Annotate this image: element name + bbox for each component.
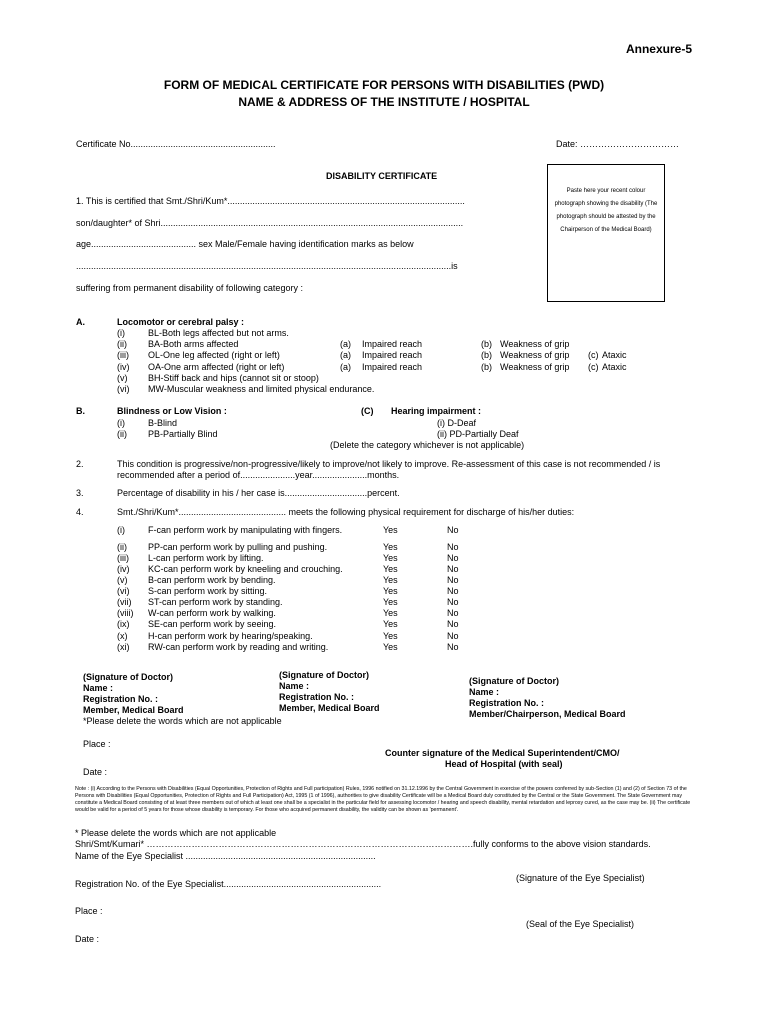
requirement-number: (v)	[117, 575, 128, 585]
eye-place-field: Place :	[75, 906, 103, 916]
signature-block-1	[83, 672, 184, 716]
member-role: Member, Medical Board	[279, 703, 380, 713]
percentage-line: Percentage of disability in his / her case is.................................percent.	[117, 488, 400, 498]
requirement-number: (iv)	[117, 564, 130, 574]
no-option[interactable]: No	[447, 597, 459, 607]
yes-option[interactable]: Yes	[383, 608, 398, 618]
signature-label: (Signature of Doctor)	[469, 676, 559, 686]
doctor-name: Name :	[83, 683, 114, 693]
signature-block-2	[279, 670, 380, 714]
countersignature-line: Counter signature of the Medical Superintendent/CMO/	[385, 748, 620, 758]
requirement-text: L-can perform work by lifting.	[148, 553, 264, 563]
member-role: Member, Medical Board	[83, 705, 184, 715]
yes-option[interactable]: Yes	[383, 642, 398, 652]
item-3-number: 3.	[76, 488, 84, 498]
date-field: Date: ……………………………	[556, 139, 680, 149]
item-number: (i)	[117, 328, 125, 338]
section-b-item: PB-Partially Blind	[148, 429, 218, 439]
section-c-item: (i) D-Deaf	[437, 418, 477, 428]
option-b-text: Weakness of grip	[500, 339, 570, 350]
photo-instructions: Paste here your recent colour photograph showing the disability (The photograph should be attested by the Chairperson of the Medical Board)	[554, 188, 658, 233]
yes-option[interactable]: Yes	[383, 586, 398, 596]
registration-number: Registration No. :	[83, 694, 159, 704]
certificate-number: Certificate No..........................................................	[76, 139, 276, 149]
section-b-item: B-Blind	[148, 418, 178, 428]
delete-category-note: (Delete the category whichever is not applicable)	[330, 440, 525, 450]
item-number: (v)	[117, 372, 128, 383]
registration-number: Registration No. :	[469, 698, 545, 708]
option-b-label: (b)	[481, 339, 492, 350]
item-number: (iii)	[117, 350, 129, 361]
eye-specialist-name: Name of the Eye Specialist ............................................................................	[75, 851, 376, 861]
signature-block-3	[469, 676, 626, 720]
requirement-text: RW-can perform work by reading and writing.	[148, 642, 329, 652]
place-field: Place :	[83, 739, 111, 749]
vision-standards-line: Shri/Smt/Kumari* ……………………………………………………………………………………………….fully conforms to the above vision standards.	[75, 839, 651, 849]
eye-date-field: Date :	[75, 934, 100, 944]
item-text: MW-Muscular weakness and limited physical endurance.	[148, 384, 375, 394]
registration-number: Registration No. :	[279, 692, 355, 702]
form-title: FORM OF MEDICAL CERTIFICATE FOR PERSONS WITH DISABILITIES (PWD)	[163, 78, 605, 92]
item-text: BL-Both legs affected but not arms.	[148, 328, 289, 338]
no-option[interactable]: No	[447, 619, 459, 629]
section-a-letter: A.	[76, 317, 85, 327]
doctor-name: Name :	[279, 681, 310, 691]
section-b-item-num: (ii)	[117, 429, 127, 439]
item-number: (ii)	[117, 339, 127, 350]
date-field-2: Date :	[83, 767, 108, 777]
eye-specialist-seal: (Seal of the Eye Specialist)	[526, 919, 635, 929]
no-option[interactable]: No	[447, 525, 459, 535]
age-sex-line: age.......................................... sex Male/Female having identification marks as below	[76, 239, 414, 249]
requirement-number: (xi)	[117, 642, 130, 652]
doctor-name: Name :	[469, 687, 500, 697]
requirement-text: B-can perform work by bending.	[148, 575, 276, 585]
option-c-text: Ataxic	[602, 361, 627, 372]
legal-note: Note : (i) According to the Persons with Disabilities (Equal Opportunities, Protection of Rights and Full participation) Rules, 1996 notified on 31.12.1996 by the Central Government in exercise of the powers conferred by sub-Section (1) and (2) of Section 73 of the Persons with Disabilities (Equal Opportunities, Protection of Rights and Full Participation) Act, 1995 (1 of 1996), authorities to give disability Certificate will be a Medical Board duly constituted by the Central or the State Government. The State Government may constitute a Medical Board consisting of at least three members out of which at least one shall be a specialist in the particular field for assessing locomotor / hearing and speech disability, mental retardation and leprosy cured, as the case may be. (ii) The certificate would be valid for a period of 5 years for those whose disability is temporary. For those who acquired permanent disability, the validity can be shown as 'permanent'.	[75, 786, 691, 813]
member-role: Member/Chairperson, Medical Board	[469, 709, 626, 719]
item-text: BH-Stiff back and hips (cannot sit or stoop)	[148, 372, 319, 383]
suffering-line: suffering from permanent disability of following category :	[76, 283, 303, 293]
section-c-heading: Hearing impairment :	[391, 406, 482, 416]
yes-option[interactable]: Yes	[383, 575, 398, 585]
option-a-label: (a)	[340, 361, 351, 372]
requirement-text: SE-can perform work by seeing.	[148, 619, 277, 629]
option-c-text: Ataxic	[602, 350, 627, 361]
condition-line: This condition is progressive/non-progressive/likely to improve/not likely to improve. Re-assessment of this case is not recommended / is	[117, 459, 661, 469]
requirement-number: (ii)	[117, 542, 127, 552]
institute-title: NAME & ADDRESS OF THE INSTITUTE / HOSPITAL	[238, 95, 530, 109]
no-option[interactable]: No	[447, 642, 459, 652]
no-option[interactable]: No	[447, 542, 459, 552]
option-c-label: (c)	[588, 361, 599, 372]
disability-certificate-heading: DISABILITY CERTIFICATE	[326, 171, 438, 181]
item-number: (iv)	[117, 361, 130, 372]
section-c-letter: (C)	[361, 406, 374, 416]
no-option[interactable]: No	[447, 564, 459, 574]
no-option[interactable]: No	[447, 631, 459, 641]
section-b-heading: Blindness or Low Vision :	[117, 406, 227, 416]
identification-marks-line: ......................................................................................................................................................is	[76, 261, 458, 271]
yes-option[interactable]: Yes	[383, 542, 398, 552]
yes-option[interactable]: Yes	[383, 597, 398, 607]
requirement-number: (vi)	[117, 586, 130, 596]
requirement-number: (i)	[117, 525, 125, 535]
item-4-number: 4.	[76, 507, 84, 517]
requirement-number: (x)	[117, 631, 128, 641]
option-b-text: Weakness of grip	[500, 361, 570, 372]
yes-option[interactable]: Yes	[383, 525, 398, 535]
requirement-line: Smt./Shri/Kum*........................................... meets the following physical requirement for discharge of his/her duties:	[117, 507, 575, 517]
no-option[interactable]: No	[447, 553, 459, 563]
option-c-label: (c)	[588, 350, 599, 361]
option-b-label: (b)	[481, 350, 492, 361]
requirement-number: (viii)	[117, 608, 134, 618]
signature-label: (Signature of Doctor)	[279, 670, 369, 680]
requirement-text: F-can perform work by manipulating with fingers.	[148, 525, 343, 535]
option-a-text: Impaired reach	[362, 350, 423, 361]
no-option[interactable]: No	[447, 586, 459, 596]
yes-option[interactable]: Yes	[383, 631, 398, 641]
requirement-number: (ix)	[117, 619, 130, 629]
parent-line: son/daughter* of Shri.........................................................................................................................	[76, 218, 464, 228]
item-number: (vi)	[117, 384, 130, 394]
option-b-label: (b)	[481, 361, 492, 372]
option-b-text: Weakness of grip	[500, 350, 570, 361]
signature-label: (Signature of Doctor)	[83, 672, 173, 682]
requirement-text: ST-can perform work by standing.	[148, 597, 283, 607]
section-a-heading: Locomotor or cerebral palsy :	[117, 317, 245, 327]
option-a-text: Impaired reach	[362, 361, 423, 372]
requirement-text: PP-can perform work by pulling and pushing.	[148, 542, 328, 552]
item-text: OA-One arm affected (right or left)	[148, 361, 285, 372]
yes-option[interactable]: Yes	[383, 564, 398, 574]
eye-specialist-signature: (Signature of the Eye Specialist)	[516, 873, 645, 883]
requirement-number: (vii)	[117, 597, 132, 607]
section-c-item: (ii) PD-Partially Deaf	[437, 429, 519, 439]
no-option[interactable]: No	[447, 608, 459, 618]
requirement-text: W-can perform work by walking.	[148, 608, 276, 618]
head-of-hospital-line: Head of Hospital (with seal)	[445, 759, 563, 769]
requirement-number: (iii)	[117, 553, 129, 563]
no-option[interactable]: No	[447, 575, 459, 585]
reassessment-line: recommended after a period of......................year......................months.	[117, 470, 400, 480]
eye-specialist-registration: Registration No. of the Eye Specialist...............................................................	[75, 879, 382, 889]
delete-words-note: *Please delete the words which are not applicable	[83, 716, 282, 726]
certify-line: 1. This is certified that Smt./Shri/Kum*...............................................................................................	[76, 196, 465, 206]
option-a-label: (a)	[340, 350, 351, 361]
item-text: BA-Both arms affected	[148, 339, 239, 350]
photo-box	[547, 164, 665, 302]
annexure-label: Annexure-5	[625, 42, 692, 56]
delete-words-note-2: * Please delete the words which are not applicable	[75, 828, 277, 838]
section-b-letter: B.	[76, 406, 85, 416]
requirement-text: KC-can perform work by kneeling and crouching.	[148, 564, 343, 574]
item-text: OL-One leg affected (right or left)	[148, 350, 280, 361]
option-a-text: Impaired reach	[362, 339, 423, 350]
section-b-item-num: (i)	[117, 418, 125, 428]
requirement-text: S-can perform work by sitting.	[148, 586, 268, 596]
option-a-label: (a)	[340, 339, 351, 350]
yes-option[interactable]: Yes	[383, 619, 398, 629]
item-2-number: 2.	[76, 459, 84, 469]
yes-option[interactable]: Yes	[383, 553, 398, 563]
requirement-text: H-can perform work by hearing/speaking.	[148, 631, 313, 641]
